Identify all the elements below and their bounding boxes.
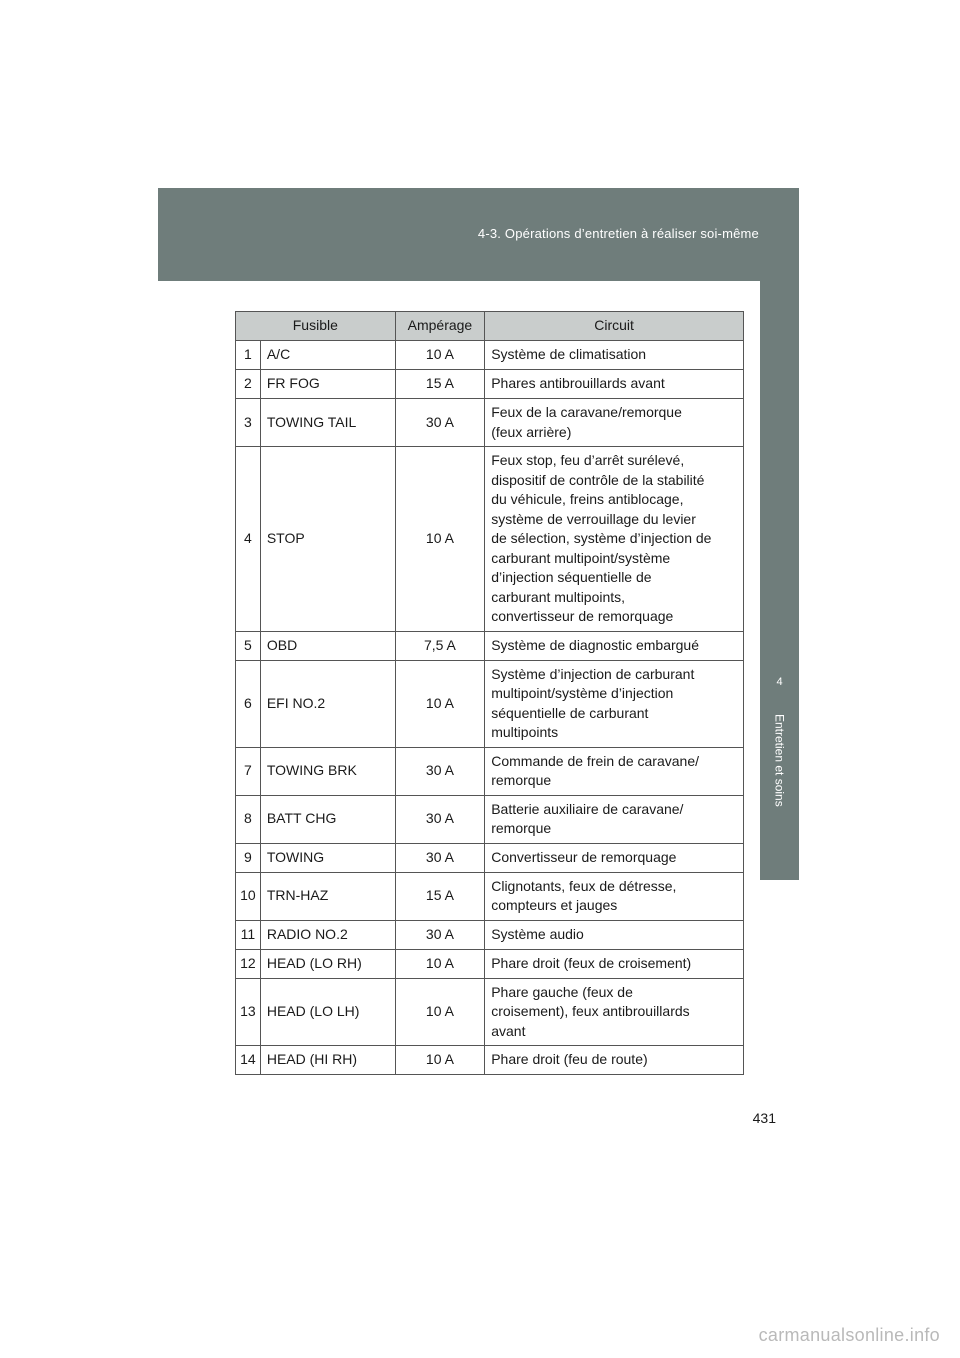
- fuse-circuit: Phare gauche (feux de croisement), feux antibrouillards avant: [485, 978, 744, 1046]
- chapter-title-text: Entretien et soins: [772, 714, 787, 807]
- header-amperage: Ampérage: [395, 312, 485, 341]
- table-row: [236, 370, 744, 399]
- fuse-name: FR FOG: [260, 370, 395, 399]
- chapter-title: [760, 714, 799, 874]
- fuse-circuit: Feux de la caravane/remorque (feux arrière): [485, 399, 744, 447]
- header-fusible: Fusible: [236, 312, 396, 341]
- fuse-name: EFI NO.2: [260, 660, 395, 747]
- fuse-circuit: Convertisseur de remorquage: [485, 843, 744, 872]
- fuse-name: TRN-HAZ: [260, 872, 395, 920]
- fuse-amperage: 10 A: [395, 949, 485, 978]
- fuse-circuit: Système de climatisation: [485, 341, 744, 370]
- table-row: [236, 920, 744, 949]
- fuse-circuit: Phares antibrouillards avant: [485, 370, 744, 399]
- page-number: 431: [752, 1110, 776, 1126]
- table-header-row: [236, 312, 744, 341]
- fuse-amperage: 30 A: [395, 399, 485, 447]
- fuse-name: TOWING BRK: [260, 747, 395, 795]
- fuse-number: 10: [236, 872, 261, 920]
- fuse-name: OBD: [260, 631, 395, 660]
- table-row: [236, 660, 744, 747]
- fuse-number: 7: [236, 747, 261, 795]
- section-title: 4-3. Opérations d’entretien à réaliser soi-même: [477, 226, 759, 241]
- table-row: [236, 872, 744, 920]
- fuse-circuit: Système de diagnostic embargué: [485, 631, 744, 660]
- fuse-number: 6: [236, 660, 261, 747]
- fuse-name: TOWING TAIL: [260, 399, 395, 447]
- fuse-circuit: Système audio: [485, 920, 744, 949]
- fuse-amperage: 10 A: [395, 1046, 485, 1075]
- fuse-amperage: 30 A: [395, 920, 485, 949]
- fuse-amperage: 30 A: [395, 843, 485, 872]
- table-row: [236, 631, 744, 660]
- fuse-name: TOWING: [260, 843, 395, 872]
- fuse-circuit: Commande de frein de caravane/ remorque: [485, 747, 744, 795]
- fuse-amperage: 10 A: [395, 341, 485, 370]
- fuse-table-body: [236, 341, 744, 1075]
- fuse-amperage: 7,5 A: [395, 631, 485, 660]
- table-row: [236, 341, 744, 370]
- fuse-circuit: Clignotants, feux de détresse, compteurs et jauges: [485, 872, 744, 920]
- chapter-number: 4: [776, 676, 783, 688]
- fuse-circuit: Système d’injection de carburant multipoint/système d’injection séquentielle de carburant multipoints: [485, 660, 744, 747]
- table-row: [236, 747, 744, 795]
- table-row: [236, 843, 744, 872]
- fuse-name: HEAD (LO LH): [260, 978, 395, 1046]
- fuse-amperage: 15 A: [395, 872, 485, 920]
- fuse-circuit: Feux stop, feu d’arrêt surélevé, dispositif de contrôle de la stabilité du véhicule, freins antiblocage, système de verrouillage du levier de sélection, système d’injection de carburant multipoint/système d’injection séquentielle de carburant multipoints, convertisseur de remorquage: [485, 447, 744, 632]
- fuse-name: HEAD (LO RH): [260, 949, 395, 978]
- fuse-name: A/C: [260, 341, 395, 370]
- fuse-name: BATT CHG: [260, 795, 395, 843]
- fuse-number: 2: [236, 370, 261, 399]
- fuse-number: 11: [236, 920, 261, 949]
- fuse-number: 4: [236, 447, 261, 632]
- fuse-number: 5: [236, 631, 261, 660]
- fuse-table: [235, 311, 744, 1075]
- fuse-amperage: 10 A: [395, 978, 485, 1046]
- table-row: [236, 949, 744, 978]
- fuse-name: HEAD (HI RH): [260, 1046, 395, 1075]
- fuse-circuit: Phare droit (feux de croisement): [485, 949, 744, 978]
- fuse-number: 1: [236, 341, 261, 370]
- table-row: [236, 978, 744, 1046]
- fuse-circuit: Batterie auxiliaire de caravane/ remorque: [485, 795, 744, 843]
- fuse-number: 14: [236, 1046, 261, 1075]
- fuse-name: STOP: [260, 447, 395, 632]
- watermark: carmanualsonline.info: [758, 1325, 940, 1345]
- fuse-amperage: 10 A: [395, 447, 485, 632]
- table-row: [236, 1046, 744, 1075]
- fuse-number: 8: [236, 795, 261, 843]
- fuse-amperage: 15 A: [395, 370, 485, 399]
- fuse-number: 13: [236, 978, 261, 1046]
- fuse-amperage: 30 A: [395, 747, 485, 795]
- fuse-amperage: 10 A: [395, 660, 485, 747]
- chapter-side-tab: [760, 281, 799, 880]
- fuse-amperage: 30 A: [395, 795, 485, 843]
- fuse-name: RADIO NO.2: [260, 920, 395, 949]
- fuse-number: 12: [236, 949, 261, 978]
- table-row: [236, 399, 744, 447]
- header-circuit: Circuit: [485, 312, 744, 341]
- fuse-number: 9: [236, 843, 261, 872]
- fuse-number: 3: [236, 399, 261, 447]
- table-row: [236, 795, 744, 843]
- header-band: [158, 188, 799, 281]
- fuse-circuit: Phare droit (feu de route): [485, 1046, 744, 1075]
- table-row: [236, 447, 744, 632]
